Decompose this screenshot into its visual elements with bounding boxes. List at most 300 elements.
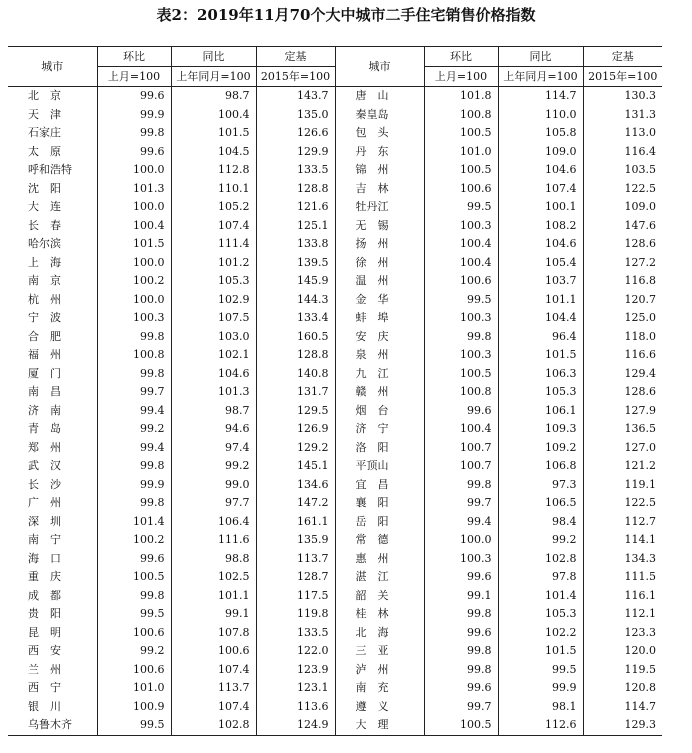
right-city-cell: 平顶山 xyxy=(335,457,424,476)
left-base-cell: 135.9 xyxy=(256,531,335,550)
header-yoy: 同比 xyxy=(171,47,256,67)
left-mom-cell: 99.8 xyxy=(97,457,171,476)
right-yoy-cell: 109.0 xyxy=(498,143,583,162)
left-mom-cell: 100.2 xyxy=(97,272,171,291)
right-yoy-cell: 106.5 xyxy=(498,494,583,513)
table-row xyxy=(8,143,662,162)
right-city-cell: 扬 州 xyxy=(335,235,424,254)
right-yoy-cell: 104.6 xyxy=(498,235,583,254)
table-title: 表2：2019年11月70个大中城市二手住宅销售价格指数 xyxy=(156,6,536,24)
left-city-cell: 大 连 xyxy=(28,200,61,213)
right-base-cell: 116.1 xyxy=(583,587,662,606)
left-mom-cell: 99.8 xyxy=(97,494,171,513)
right-yoy-cell: 101.5 xyxy=(498,642,583,661)
right-mom-cell: 100.3 xyxy=(424,550,498,569)
table-row xyxy=(8,346,662,365)
left-city-cell: 贵 阳 xyxy=(28,607,61,620)
table-row xyxy=(8,605,662,624)
right-yoy-cell: 104.4 xyxy=(498,309,583,328)
right-yoy-cell: 106.8 xyxy=(498,457,583,476)
left-base-cell: 129.5 xyxy=(256,402,335,421)
right-mom-cell: 99.8 xyxy=(424,642,498,661)
left-base-cell: 128.8 xyxy=(256,346,335,365)
left-yoy-cell: 99.1 xyxy=(171,605,256,624)
left-yoy-cell: 107.4 xyxy=(171,661,256,680)
right-base-cell: 116.4 xyxy=(583,143,662,162)
right-yoy-cell: 114.7 xyxy=(498,87,583,106)
right-base-cell: 120.7 xyxy=(583,291,662,310)
right-mom-cell: 100.3 xyxy=(424,346,498,365)
right-base-cell: 134.3 xyxy=(583,550,662,569)
header-city-right: 城市 xyxy=(335,47,424,87)
left-yoy-cell: 101.5 xyxy=(171,124,256,143)
right-mom-cell: 99.6 xyxy=(424,679,498,698)
right-city-cell: 包 头 xyxy=(335,124,424,143)
right-mom-cell: 99.8 xyxy=(424,476,498,495)
left-yoy-cell: 104.6 xyxy=(171,365,256,384)
right-city-cell: 岳 阳 xyxy=(335,513,424,532)
right-mom-cell: 99.8 xyxy=(424,605,498,624)
left-base-cell: 133.4 xyxy=(256,309,335,328)
table-row xyxy=(8,217,662,236)
right-city-cell: 锦 州 xyxy=(335,161,424,180)
left-city-cell: 呼和浩特 xyxy=(28,163,72,176)
table-row xyxy=(8,661,662,680)
left-city-cell: 北 京 xyxy=(28,89,61,102)
right-city-cell: 湛 江 xyxy=(335,568,424,587)
right-base-cell: 113.0 xyxy=(583,124,662,143)
right-mom-cell: 100.3 xyxy=(424,217,498,236)
price-index-table xyxy=(8,46,662,736)
table-row xyxy=(8,402,662,421)
left-city-cell: 合 肥 xyxy=(28,329,61,343)
table-row xyxy=(8,420,662,439)
right-base-cell: 147.6 xyxy=(583,217,662,236)
left-yoy-cell: 107.4 xyxy=(171,698,256,717)
right-mom-cell: 99.6 xyxy=(424,568,498,587)
left-mom-cell: 99.8 xyxy=(97,328,171,347)
right-base-cell: 116.8 xyxy=(583,272,662,291)
left-city-cell: 太 原 xyxy=(28,144,61,158)
right-yoy-cell: 107.4 xyxy=(498,180,583,199)
left-city-cell: 上 海 xyxy=(28,255,61,269)
left-base-cell: 117.5 xyxy=(256,587,335,606)
left-yoy-cell: 107.8 xyxy=(171,624,256,643)
left-base-cell: 129.2 xyxy=(256,439,335,458)
left-city-cell: 天 津 xyxy=(28,107,61,121)
left-yoy-cell: 101.1 xyxy=(171,587,256,606)
right-mom-cell: 100.5 xyxy=(424,365,498,384)
right-mom-cell: 100.5 xyxy=(424,124,498,143)
right-mom-cell: 100.8 xyxy=(424,383,498,402)
right-mom-cell: 99.1 xyxy=(424,587,498,606)
right-mom-cell: 99.6 xyxy=(424,624,498,643)
left-yoy-cell: 101.2 xyxy=(171,254,256,273)
right-mom-cell: 99.5 xyxy=(424,198,498,217)
left-mom-cell: 100.2 xyxy=(97,531,171,550)
left-base-cell: 133.5 xyxy=(256,161,335,180)
left-mom-cell: 99.2 xyxy=(97,642,171,661)
right-base-cell: 111.5 xyxy=(583,568,662,587)
right-yoy-cell: 99.5 xyxy=(498,661,583,680)
right-yoy-cell: 101.4 xyxy=(498,587,583,606)
left-mom-cell: 100.4 xyxy=(97,217,171,236)
right-city-cell: 宜 昌 xyxy=(335,476,424,495)
header-city: 城市 xyxy=(8,47,97,87)
right-base-cell: 127.0 xyxy=(583,439,662,458)
left-city-cell: 沈 阳 xyxy=(28,181,61,195)
left-city-cell: 深 圳 xyxy=(28,514,61,528)
left-yoy-cell: 101.3 xyxy=(171,383,256,402)
right-city-cell: 洛 阳 xyxy=(335,439,424,458)
left-yoy-cell: 110.1 xyxy=(171,180,256,199)
left-mom-cell: 100.0 xyxy=(97,254,171,273)
left-base-cell: 119.8 xyxy=(256,605,335,624)
left-base-cell: 133.8 xyxy=(256,235,335,254)
left-mom-cell: 101.4 xyxy=(97,513,171,532)
header-base-right: 定基 xyxy=(583,47,662,67)
right-yoy-cell: 102.2 xyxy=(498,624,583,643)
left-city-cell: 武 汉 xyxy=(28,459,61,472)
left-yoy-cell: 98.7 xyxy=(171,402,256,421)
left-base-cell: 123.9 xyxy=(256,661,335,680)
right-mom-cell: 101.0 xyxy=(424,143,498,162)
left-mom-cell: 100.5 xyxy=(97,568,171,587)
right-mom-cell: 100.6 xyxy=(424,180,498,199)
table-row xyxy=(8,161,662,180)
right-base-cell: 119.5 xyxy=(583,661,662,680)
right-mom-cell: 99.4 xyxy=(424,513,498,532)
right-yoy-cell: 105.8 xyxy=(498,124,583,143)
left-mom-cell: 100.0 xyxy=(97,291,171,310)
left-mom-cell: 99.7 xyxy=(97,383,171,402)
subheader-base-right: 2015年=100 xyxy=(583,67,662,87)
right-city-cell: 安 庆 xyxy=(335,328,424,347)
right-base-cell: 114.7 xyxy=(583,698,662,717)
right-city-cell: 惠 州 xyxy=(335,550,424,569)
left-city-cell: 南 昌 xyxy=(28,385,61,398)
left-base-cell: 128.7 xyxy=(256,568,335,587)
right-city-cell: 无 锡 xyxy=(335,217,424,236)
left-city-cell: 西 宁 xyxy=(28,681,61,694)
left-city-cell: 郑 州 xyxy=(28,440,61,454)
right-city-cell: 唐 山 xyxy=(335,87,424,106)
right-yoy-cell: 105.3 xyxy=(498,383,583,402)
table-row xyxy=(8,272,662,291)
table-row xyxy=(8,624,662,643)
right-base-cell: 131.3 xyxy=(583,106,662,125)
left-mom-cell: 100.8 xyxy=(97,346,171,365)
left-city-cell: 南 宁 xyxy=(28,533,61,546)
left-city-cell: 厦 门 xyxy=(28,366,61,380)
left-mom-cell: 101.5 xyxy=(97,235,171,254)
left-yoy-cell: 112.8 xyxy=(171,161,256,180)
right-base-cell: 136.5 xyxy=(583,420,662,439)
left-yoy-cell: 97.4 xyxy=(171,439,256,458)
right-base-cell: 116.6 xyxy=(583,346,662,365)
subheader-base: 2015年=100 xyxy=(256,67,335,87)
right-city-cell: 济 宁 xyxy=(335,420,424,439)
right-mom-cell: 100.3 xyxy=(424,309,498,328)
right-base-cell: 114.1 xyxy=(583,531,662,550)
left-base-cell: 161.1 xyxy=(256,513,335,532)
subheader-yoy: 上年同月=100 xyxy=(171,67,256,87)
right-mom-cell: 100.0 xyxy=(424,531,498,550)
left-city-cell: 杭 州 xyxy=(28,292,61,306)
header-mom-right: 环比 xyxy=(424,47,498,67)
left-base-cell: 133.5 xyxy=(256,624,335,643)
table-row xyxy=(8,124,662,143)
right-mom-cell: 100.4 xyxy=(424,420,498,439)
table-row xyxy=(8,642,662,661)
right-mom-cell: 100.7 xyxy=(424,457,498,476)
left-mom-cell: 100.0 xyxy=(97,198,171,217)
right-base-cell: 109.0 xyxy=(583,198,662,217)
left-yoy-cell: 100.6 xyxy=(171,642,256,661)
right-mom-cell: 100.4 xyxy=(424,235,498,254)
right-city-cell: 泉 州 xyxy=(335,346,424,365)
left-yoy-cell: 100.4 xyxy=(171,106,256,125)
left-base-cell: 131.7 xyxy=(256,383,335,402)
right-mom-cell: 99.6 xyxy=(424,402,498,421)
left-yoy-cell: 107.5 xyxy=(171,309,256,328)
table-row xyxy=(8,365,662,384)
right-city-cell: 牡丹江 xyxy=(335,198,424,217)
left-mom-cell: 101.3 xyxy=(97,180,171,199)
table-row xyxy=(8,328,662,347)
left-base-cell: 125.1 xyxy=(256,217,335,236)
left-base-cell: 145.1 xyxy=(256,457,335,476)
right-base-cell: 120.0 xyxy=(583,642,662,661)
left-mom-cell: 100.6 xyxy=(97,661,171,680)
right-base-cell: 103.5 xyxy=(583,161,662,180)
right-mom-cell: 99.8 xyxy=(424,328,498,347)
left-yoy-cell: 97.7 xyxy=(171,494,256,513)
right-city-cell: 桂 林 xyxy=(335,605,424,624)
right-base-cell: 120.8 xyxy=(583,679,662,698)
right-mom-cell: 101.8 xyxy=(424,87,498,106)
right-yoy-cell: 98.1 xyxy=(498,698,583,717)
right-city-cell: 金 华 xyxy=(335,291,424,310)
left-yoy-cell: 113.7 xyxy=(171,679,256,698)
left-mom-cell: 100.3 xyxy=(97,309,171,328)
left-mom-cell: 99.5 xyxy=(97,605,171,624)
right-yoy-cell: 101.5 xyxy=(498,346,583,365)
left-mom-cell: 99.6 xyxy=(97,550,171,569)
left-mom-cell: 99.4 xyxy=(97,439,171,458)
left-city-cell: 青 岛 xyxy=(28,422,61,435)
left-city-cell: 宁 波 xyxy=(28,311,61,324)
left-base-cell: 113.7 xyxy=(256,550,335,569)
table-body xyxy=(8,87,662,736)
table-row xyxy=(8,254,662,273)
right-mom-cell: 100.4 xyxy=(424,254,498,273)
right-base-cell: 123.3 xyxy=(583,624,662,643)
header-mom: 环比 xyxy=(97,47,171,67)
left-city-cell: 海 口 xyxy=(28,551,61,565)
header-base: 定基 xyxy=(256,47,335,67)
left-base-cell: 129.9 xyxy=(256,143,335,162)
table-row xyxy=(8,531,662,550)
left-mom-cell: 99.8 xyxy=(97,587,171,606)
table-row xyxy=(8,457,662,476)
left-base-cell: 123.1 xyxy=(256,679,335,698)
right-base-cell: 130.3 xyxy=(583,87,662,106)
right-city-cell: 韶 关 xyxy=(335,587,424,606)
left-yoy-cell: 102.5 xyxy=(171,568,256,587)
left-base-cell: 147.2 xyxy=(256,494,335,513)
right-base-cell: 129.4 xyxy=(583,365,662,384)
left-mom-cell: 100.9 xyxy=(97,698,171,717)
right-city-cell: 泸 州 xyxy=(335,661,424,680)
right-mom-cell: 100.8 xyxy=(424,106,498,125)
right-mom-cell: 99.7 xyxy=(424,698,498,717)
left-yoy-cell: 102.8 xyxy=(171,716,256,735)
right-city-cell: 丹 东 xyxy=(335,143,424,162)
left-city-cell: 西 安 xyxy=(28,644,61,657)
right-yoy-cell: 104.6 xyxy=(498,161,583,180)
right-yoy-cell: 110.0 xyxy=(498,106,583,125)
left-yoy-cell: 94.6 xyxy=(171,420,256,439)
left-city-cell: 济 南 xyxy=(28,403,61,417)
left-city-cell: 成 都 xyxy=(28,588,61,602)
right-yoy-cell: 108.2 xyxy=(498,217,583,236)
left-mom-cell: 99.8 xyxy=(97,124,171,143)
left-base-cell: 139.5 xyxy=(256,254,335,273)
left-mom-cell: 99.6 xyxy=(97,143,171,162)
left-city-cell: 哈尔滨 xyxy=(28,237,61,250)
right-base-cell: 125.0 xyxy=(583,309,662,328)
left-city-cell: 乌鲁木齐 xyxy=(8,716,97,735)
right-base-cell: 127.9 xyxy=(583,402,662,421)
table-row xyxy=(8,587,662,606)
left-yoy-cell: 111.4 xyxy=(171,235,256,254)
table-row xyxy=(8,698,662,717)
right-base-cell: 128.6 xyxy=(583,235,662,254)
right-mom-cell: 100.5 xyxy=(424,716,498,735)
right-yoy-cell: 96.4 xyxy=(498,328,583,347)
right-yoy-cell: 101.1 xyxy=(498,291,583,310)
left-mom-cell: 100.0 xyxy=(97,161,171,180)
right-base-cell: 128.6 xyxy=(583,383,662,402)
right-city-cell: 常 德 xyxy=(335,531,424,550)
right-city-cell: 蚌 埠 xyxy=(335,309,424,328)
table-row xyxy=(8,235,662,254)
right-mom-cell: 99.8 xyxy=(424,661,498,680)
subheader-yoy-right: 上年同月=100 xyxy=(498,67,583,87)
left-mom-cell: 99.6 xyxy=(97,87,171,106)
table-row xyxy=(8,106,662,125)
right-city-cell: 吉 林 xyxy=(335,180,424,199)
left-base-cell: 126.6 xyxy=(256,124,335,143)
left-city-cell: 昆 明 xyxy=(28,625,61,639)
right-base-cell: 129.3 xyxy=(583,716,662,735)
left-city-cell: 广 州 xyxy=(28,496,61,509)
left-mom-cell: 99.8 xyxy=(97,365,171,384)
right-mom-cell: 100.6 xyxy=(424,272,498,291)
left-yoy-cell: 102.9 xyxy=(171,291,256,310)
left-city-cell: 重 庆 xyxy=(28,570,61,583)
right-city-cell: 三 亚 xyxy=(335,642,424,661)
right-yoy-cell: 109.3 xyxy=(498,420,583,439)
left-city-cell: 长 春 xyxy=(28,218,61,232)
left-base-cell: 134.6 xyxy=(256,476,335,495)
left-yoy-cell: 99.2 xyxy=(171,457,256,476)
right-yoy-cell: 105.4 xyxy=(498,254,583,273)
right-yoy-cell: 103.7 xyxy=(498,272,583,291)
table-row xyxy=(8,476,662,495)
right-yoy-cell: 97.8 xyxy=(498,568,583,587)
right-base-cell: 118.0 xyxy=(583,328,662,347)
left-base-cell: 145.9 xyxy=(256,272,335,291)
right-base-cell: 122.5 xyxy=(583,180,662,199)
left-mom-cell: 101.0 xyxy=(97,679,171,698)
left-base-cell: 124.9 xyxy=(256,716,335,735)
right-yoy-cell: 105.3 xyxy=(498,605,583,624)
right-yoy-cell: 112.6 xyxy=(498,716,583,735)
right-city-cell: 秦皇岛 xyxy=(335,106,424,125)
table-row xyxy=(8,550,662,569)
left-yoy-cell: 104.5 xyxy=(171,143,256,162)
left-mom-cell: 99.4 xyxy=(97,402,171,421)
left-city-cell: 南 京 xyxy=(28,274,61,287)
table-row xyxy=(8,309,662,328)
right-city-cell: 九 江 xyxy=(335,365,424,384)
table-row xyxy=(8,679,662,698)
table-row xyxy=(8,513,662,532)
left-mom-cell: 100.6 xyxy=(97,624,171,643)
table-row xyxy=(8,383,662,402)
right-yoy-cell: 99.9 xyxy=(498,679,583,698)
right-city-cell: 温 州 xyxy=(335,272,424,291)
right-city-cell: 赣 州 xyxy=(335,383,424,402)
left-base-cell: 140.8 xyxy=(256,365,335,384)
left-base-cell: 128.8 xyxy=(256,180,335,199)
right-mom-cell: 99.5 xyxy=(424,291,498,310)
left-base-cell: 135.0 xyxy=(256,106,335,125)
right-yoy-cell: 98.4 xyxy=(498,513,583,532)
table-row xyxy=(8,716,662,735)
left-city-cell: 长 沙 xyxy=(28,477,61,491)
right-city-cell: 北 海 xyxy=(335,624,424,643)
left-yoy-cell: 105.3 xyxy=(171,272,256,291)
left-yoy-cell: 102.1 xyxy=(171,346,256,365)
right-yoy-cell: 100.1 xyxy=(498,198,583,217)
left-base-cell: 122.0 xyxy=(256,642,335,661)
right-city-cell: 大 理 xyxy=(335,716,424,735)
right-base-cell: 119.1 xyxy=(583,476,662,495)
left-yoy-cell: 99.0 xyxy=(171,476,256,495)
table-row xyxy=(8,291,662,310)
right-yoy-cell: 109.2 xyxy=(498,439,583,458)
left-base-cell: 160.5 xyxy=(256,328,335,347)
left-base-cell: 121.6 xyxy=(256,198,335,217)
left-yoy-cell: 107.4 xyxy=(171,217,256,236)
right-yoy-cell: 102.8 xyxy=(498,550,583,569)
left-base-cell: 143.7 xyxy=(256,87,335,106)
right-yoy-cell: 106.1 xyxy=(498,402,583,421)
right-base-cell: 122.5 xyxy=(583,494,662,513)
left-base-cell: 144.3 xyxy=(256,291,335,310)
left-mom-cell: 99.5 xyxy=(97,716,171,735)
left-base-cell: 126.9 xyxy=(256,420,335,439)
left-mom-cell: 99.2 xyxy=(97,420,171,439)
table-row xyxy=(8,439,662,458)
table-row xyxy=(8,568,662,587)
left-yoy-cell: 98.7 xyxy=(171,87,256,106)
left-base-cell: 113.6 xyxy=(256,698,335,717)
header-yoy-right: 同比 xyxy=(498,47,583,67)
